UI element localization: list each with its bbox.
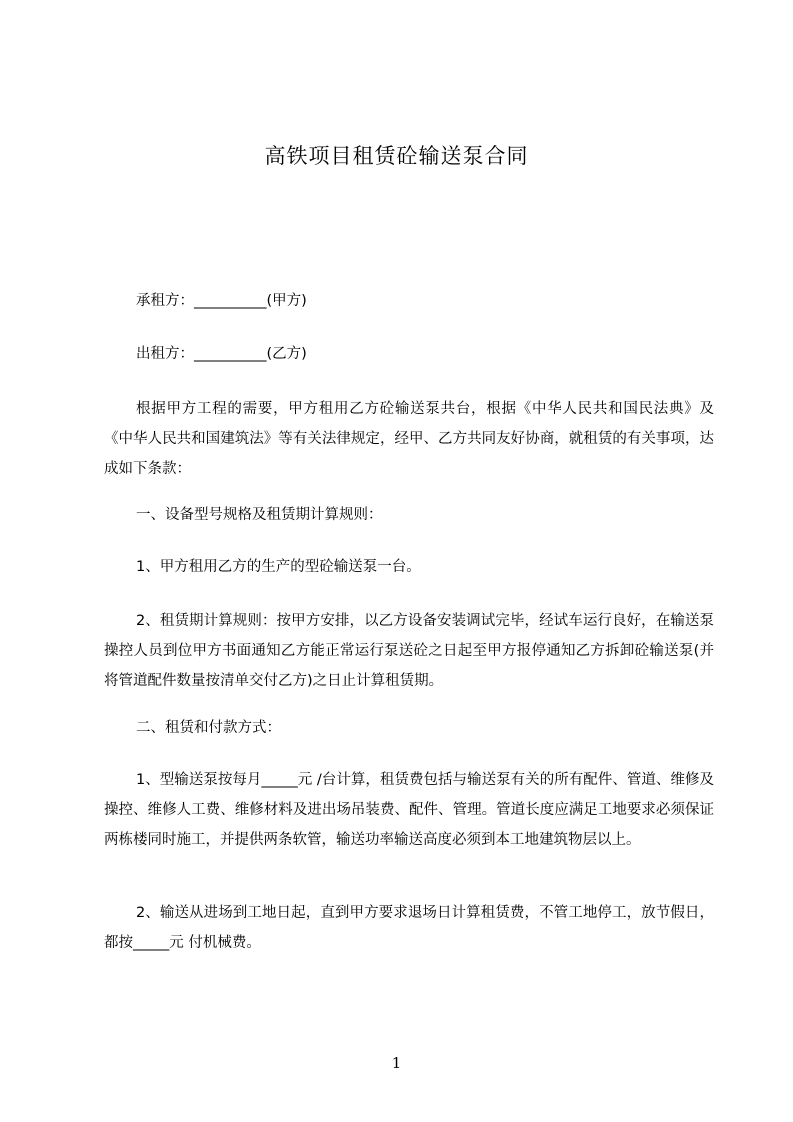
section2-heading: 二、租赁和付款方式： [136, 720, 281, 736]
document-title: 高铁项目租赁砼输送泵合同 [264, 144, 529, 168]
section2-item1: 1、型输送泵按每月_____元 /台计算，租赁费包括与输送泵有关的所有配件、管道、维修及操控、维修人工费、维修材料及进出场吊装费、配件、管理。管道长度应满足工地要求必须保证两栋楼同时施工，并提供两条软管，输送功率输送高度必须到本工地建筑物层以上。 [104, 772, 714, 848]
lessor-line: 出租方：__________(乙方) [136, 346, 307, 362]
section1-item2: 2、租赁期计算规则：按甲方安排，以乙方设备安装调试完毕，经试车运行良好，在输送泵操控人员到位甲方书面通知乙方能正常运行泵送砼之日起至甲方报停通知乙方拆卸砼输送泵(并将管道配件数量按清单交付乙方)之日止计算租赁期。 [104, 613, 714, 689]
lessee-line: 承租方：__________(甲方) [136, 293, 307, 309]
section1-heading: 一、设备型号规格及租赁期计算规则： [136, 507, 383, 523]
page-number: 1 [391, 1054, 402, 1072]
section2-item2: 2、输送从进场到工地日起，直到甲方要求退场日计算租赁费，不管工地停工，放节假日，都按_____元 付机械费。 [104, 905, 714, 951]
preamble-paragraph: 根据甲方工程的需要，甲方租用乙方砼输送泵共台，根据《中华人民共和国民法典》及《中华人民共和国建筑法》等有关法律规定，经甲、乙方共同友好协商，就租赁的有关事项，达成如下条款： [104, 401, 714, 477]
section1-item1: 1、甲方租用乙方的生产的型砼输送泵一台。 [136, 559, 421, 575]
